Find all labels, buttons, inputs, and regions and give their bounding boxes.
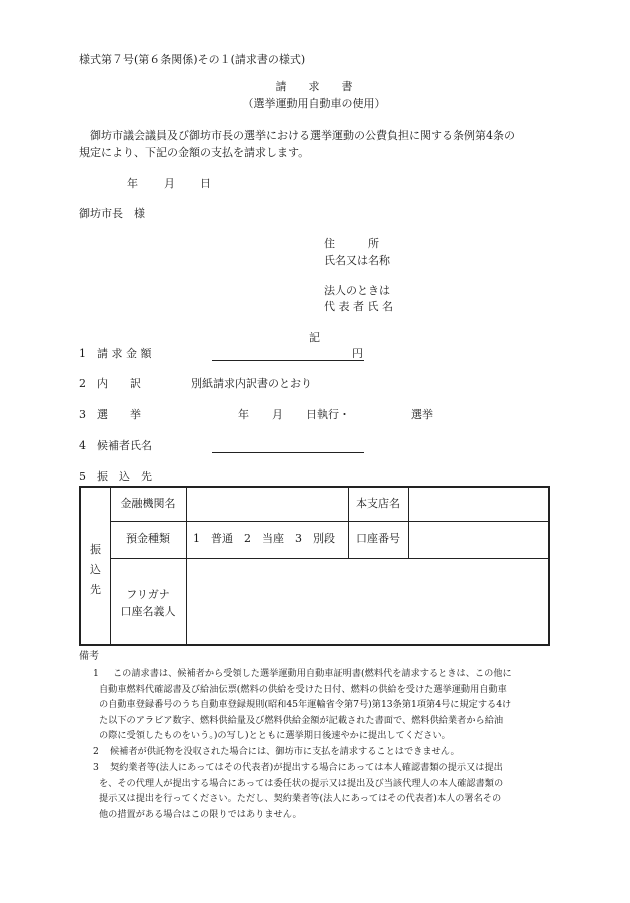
transfer-table bbox=[79, 486, 550, 646]
branch-label: 本支店名 bbox=[356, 497, 400, 510]
election-suffix: 選挙 bbox=[411, 408, 433, 421]
note-3-line: 契約業者等(法人にあってはその代表者)が提出する場合にあっては本人確認書類の提示又は提出 bbox=[110, 762, 503, 773]
note-3-line: 提示又は提出を行ってください。ただし、契約業者等(法人にあってはその代表者)本人の署名その bbox=[99, 793, 502, 805]
transfer-label: 振 込 先 bbox=[97, 470, 152, 483]
note-1-line: この請求書は、候補者から受領した選挙運動用自動車証明書(燃料代を請求するときは、この他に bbox=[113, 668, 512, 679]
breakdown-value: 別紙請求内訳書のとおり bbox=[191, 377, 312, 390]
table-side-label: 振 込 先 bbox=[90, 543, 101, 596]
item4-number: 4 bbox=[79, 439, 86, 452]
bank-name-field[interactable] bbox=[187, 490, 347, 520]
date-day: 日 bbox=[200, 177, 211, 190]
candidate-field[interactable] bbox=[212, 452, 364, 453]
note-2-line: 候補者が供託物を没収された場合には、御坊市に支払を請求することはできません。 bbox=[110, 746, 460, 757]
election-day: 日執行・ bbox=[306, 408, 350, 421]
account-number-label: 口座番号 bbox=[356, 532, 400, 545]
item5-number: 5 bbox=[79, 470, 86, 483]
breakdown-label: 内 訳 bbox=[97, 377, 141, 390]
account-holder-label: 口座名義人 bbox=[120, 605, 176, 618]
note-1-number: 1 bbox=[93, 668, 99, 679]
ki-heading: 記 bbox=[309, 331, 320, 344]
item1-number: 1 bbox=[79, 347, 86, 360]
amount-label: 請 求 金 額 bbox=[97, 347, 152, 360]
item2-number: 2 bbox=[79, 377, 86, 390]
election-month: 月 bbox=[272, 408, 283, 421]
amount-unit: 円 bbox=[352, 347, 363, 360]
name-label: 氏名又は名称 bbox=[324, 254, 390, 267]
account-type-label: 預金種類 bbox=[126, 532, 170, 545]
note-3-line: を、その代理人が提出する場合にあっては委任状の提示又は提出及び当該代理人の本人確認書類の bbox=[99, 777, 504, 789]
amount-field[interactable] bbox=[212, 360, 364, 361]
representative-label: 代 表 者 氏 名 bbox=[324, 300, 393, 313]
account-number-field[interactable] bbox=[409, 524, 547, 556]
note-1-line: 自動車燃料代確認書及び給油伝票(燃料の供給を受けた日付、燃料の供給を受けた選挙運動用自動車 bbox=[99, 683, 507, 695]
account-holder-field[interactable] bbox=[187, 560, 547, 642]
account-type-options[interactable]: 1 普通 2 当座 3 別段 bbox=[193, 532, 335, 545]
page-title: 請 求 書 bbox=[275, 80, 353, 93]
form-id: 様式第７号(第６条関係)その１(請求書の様式) bbox=[79, 53, 306, 66]
addressee: 御坊市長 様 bbox=[79, 207, 145, 220]
furigana-label: フリガナ bbox=[126, 588, 170, 601]
note-1-line: の自動車登録番号のうち自動車登録規則(昭和45年運輸省令第7号)第13条第1項第4号に規定する4け bbox=[99, 699, 512, 711]
branch-field[interactable] bbox=[409, 490, 547, 520]
item3-number: 3 bbox=[79, 408, 86, 421]
corporation-label: 法人のときは bbox=[324, 284, 390, 297]
page-subtitle: （選挙運動用自動車の使用） bbox=[242, 97, 386, 110]
note-2-number: 2 bbox=[93, 746, 99, 757]
bank-name-label: 金融機関名 bbox=[120, 497, 176, 510]
note-1-line: の際に受領したものをいう。)の写し)とともに選挙期日後速やかに提出してください。 bbox=[99, 730, 451, 742]
election-label: 選 挙 bbox=[97, 408, 141, 421]
date-year: 年 bbox=[127, 177, 138, 190]
candidate-label: 候補者氏名 bbox=[97, 439, 152, 452]
election-year: 年 bbox=[238, 408, 249, 421]
address-label: 住 所 bbox=[324, 237, 379, 250]
note-3-number: 3 bbox=[93, 762, 99, 773]
date-month: 月 bbox=[164, 177, 175, 190]
intro-line-1: 御坊市議会議員及び御坊市長の選挙における選挙運動の公費負担に関する条例第4条の bbox=[90, 129, 515, 142]
note-1-line: た以下のアラビア数字、燃料供給量及び燃料供給金額が記載された書面で、燃料供給業者から給油 bbox=[99, 714, 504, 726]
notes-title: 備考 bbox=[79, 651, 99, 662]
note-3-line: 他の措置がある場合はこの限りではありません。 bbox=[99, 808, 302, 820]
intro-line-2: 規定により、下記の金額の支払を請求します。 bbox=[79, 146, 310, 159]
